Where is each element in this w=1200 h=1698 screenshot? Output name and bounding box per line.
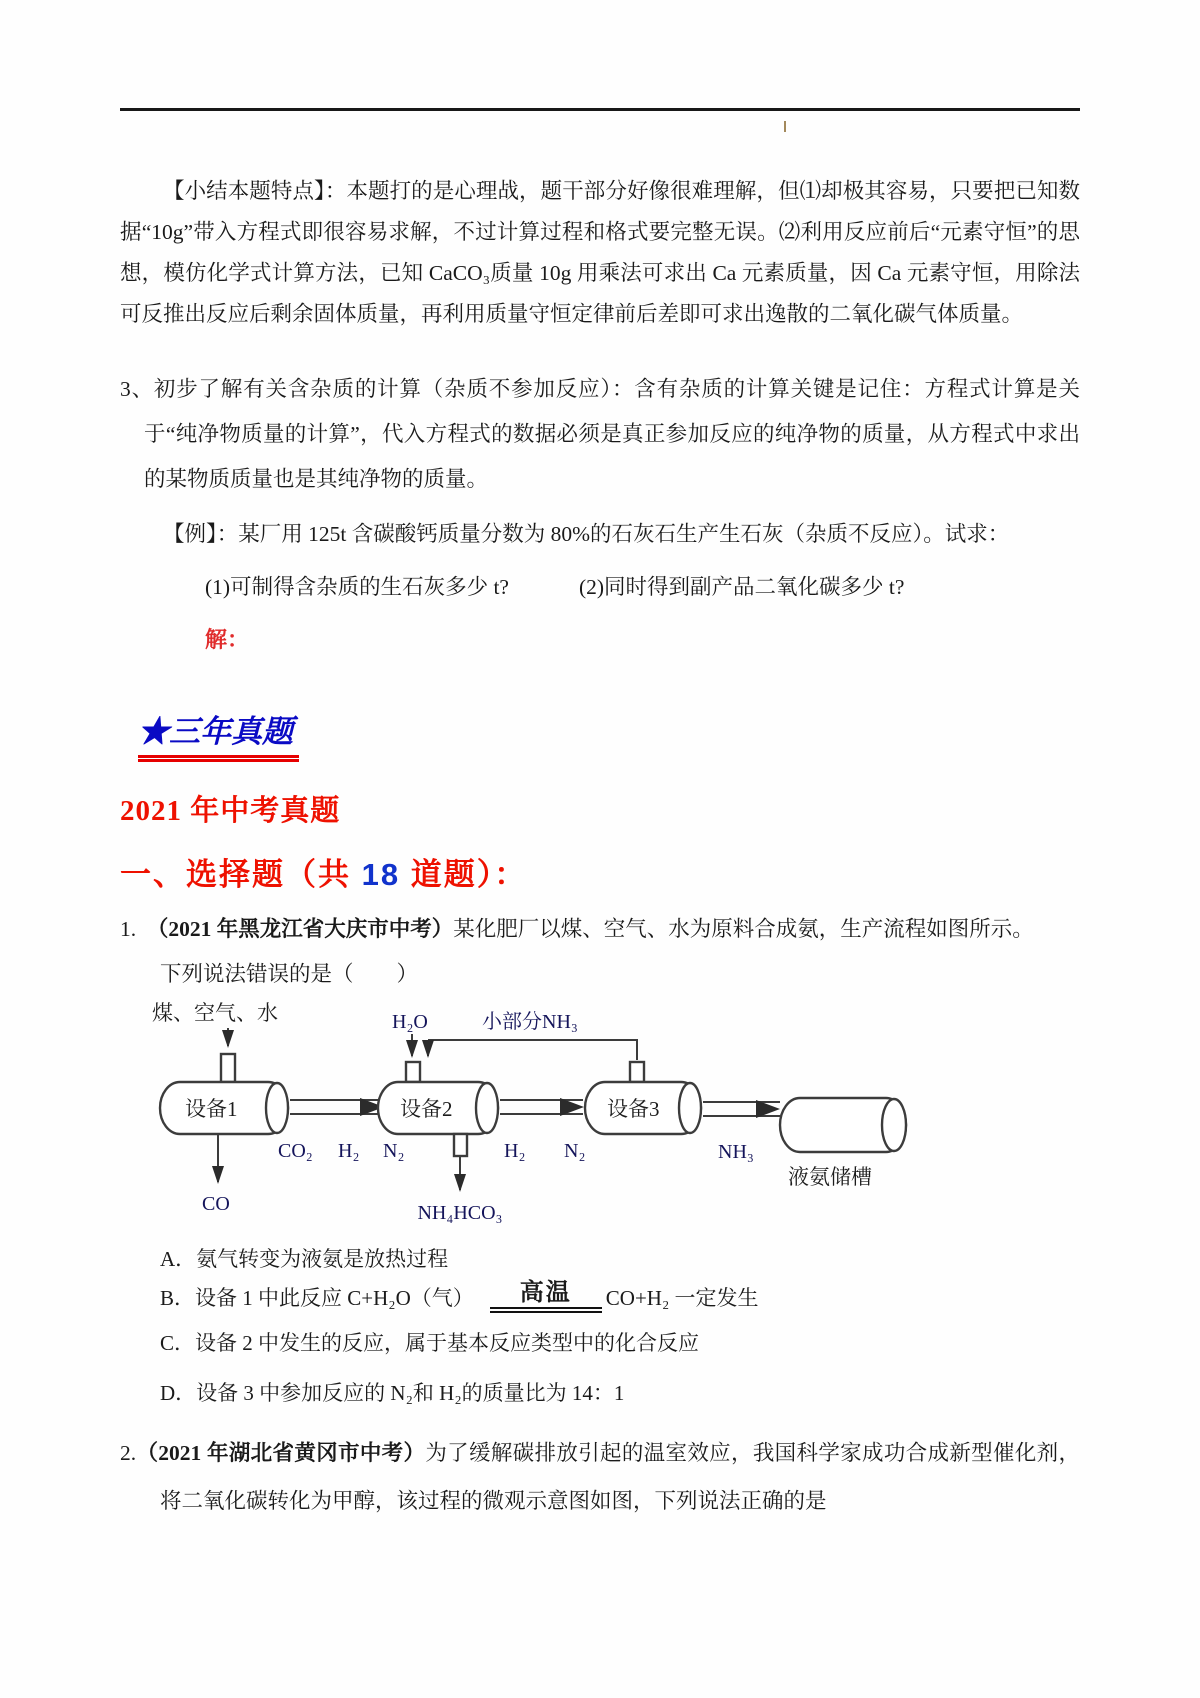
- reaction-condition-text: 高温: [519, 1280, 572, 1306]
- device1-vessel: [160, 1082, 288, 1134]
- pipe1-label-co2: CO₂: [278, 1140, 313, 1162]
- option-b: [160, 1281, 1080, 1313]
- option-b-post: CO+H₂ 一定发生: [605, 1286, 759, 1311]
- question1-stem: [120, 912, 1080, 943]
- diagram-input-label: 煤、空气、水: [152, 1001, 278, 1025]
- example-subquestion-1: (1)可制得含杂质的生石灰多少 t?: [205, 575, 509, 599]
- device3-vessel: [585, 1082, 701, 1134]
- tank-label: 液氨储槽: [788, 1165, 872, 1189]
- mc-question-count: 18: [361, 857, 401, 892]
- device2-outlet-nozzle: [454, 1134, 467, 1156]
- question2-source: （2021 年湖北省黄冈市中考）: [136, 1441, 426, 1466]
- device2-vessel: [378, 1082, 498, 1134]
- device1-inlet-nozzle: [221, 1054, 235, 1082]
- example-subquestion-2: (2)同时得到副产品二氧化碳多少 t?: [578, 575, 905, 599]
- pipe2-label-n2: N₂: [564, 1140, 586, 1162]
- nh4hco3-label: NH₄HCO₃: [417, 1202, 503, 1224]
- pipe1: [290, 1098, 384, 1116]
- solution-label: 解：: [205, 627, 250, 652]
- mc-header-suffix: 道题）：: [400, 857, 528, 892]
- example-subquestions: [120, 570, 1080, 601]
- star-header-row: [138, 706, 1080, 758]
- question1-options: [160, 1243, 1080, 1407]
- year-section-header: 2021 年中考真题: [120, 795, 341, 827]
- example-paragraph: 【例】：某厂用 125t 含碳酸钙质量分数为 80%的石灰石生产生石灰（杂质不反应）。试求：: [163, 522, 1010, 546]
- summary-paragraph: 【小结本题特点】：本题打的是心理战，题干部分好像很难理解，但⑴却极其容易，只要把已知数据“10g”带入方程式即很容易求解，不过计算过程和格式要完整无误。⑵利用反应前后“元素守恒”的思想，模仿化学式计算方法，已知 CaCO₃质量 10g 用乘法可求出 Ca 元素质量，因 Ca 元素守恒，用除法可反推出反应后剩余固体质量，再利用质量守恒定律前后差即可求出逸散的二氧化碳气体质量。: [120, 179, 1081, 326]
- process-flow-diagram: [140, 994, 940, 1229]
- option-a: A．氨气转变为液氨是放热过程: [160, 1247, 449, 1271]
- multiple-choice-header: [120, 849, 1080, 894]
- device2-inlet-nozzle: [406, 1062, 420, 1082]
- option-c: C．设备 2 中发生的反应，属于基本反应类型中的化合反应: [160, 1331, 700, 1356]
- question2-text: 为了缓解碳排放引起的温室效应，我国科学家成功合成新型催化剂，将二氧化碳转化为甲醇，该过程的微观示意图如图，下列说法正确的是: [160, 1441, 1080, 1514]
- option-d: D．设备 3 中参加反应的 N₂和 H₂的质量比为 14：1: [160, 1381, 625, 1406]
- header-rule: [120, 108, 1080, 111]
- pipe2: [500, 1098, 584, 1116]
- co-label: CO: [202, 1193, 230, 1215]
- question2-stem: [120, 1429, 1080, 1525]
- reaction-condition: [490, 1281, 602, 1313]
- pipe1-label-h2: H₂: [338, 1140, 360, 1162]
- pipe1-label-n2: N₂: [383, 1140, 405, 1162]
- page-content: [120, 0, 1080, 1525]
- device3-label: 设备3: [607, 1097, 660, 1121]
- reaction-equals-line: [490, 1307, 602, 1313]
- h2o-label: H₂O: [392, 1011, 428, 1033]
- option-b-pre: B．设备 1 中此反应 C+H₂O（气）: [160, 1286, 474, 1311]
- point3-paragraph: 3、初步了解有关含杂质的计算（杂质不参加反应）：含有杂质的计算关键是记住：方程式计算是关于“纯净物质量的计算”，代入方程式的数据必须是真正参加反应的纯净物的质量，从方程式中求出的某物质质量也是其纯净物的质量。: [120, 377, 1080, 491]
- recycle-pipe: [428, 1040, 637, 1060]
- question1-source: （2021 年黑龙江省大庆市中考）: [157, 917, 454, 941]
- nh3-label: NH₃: [718, 1141, 754, 1163]
- device2-label: 设备2: [400, 1097, 453, 1121]
- question1-text: 某化肥厂以煤、空气、水为原料合成氨，生产流程如图所示。: [453, 917, 1034, 941]
- question2-number: 2.: [120, 1441, 137, 1466]
- ammonia-storage-tank: [780, 1098, 906, 1152]
- question1-prompt: 下列说法错误的是（ ）: [160, 962, 419, 986]
- recycle-label: 小部分NH₃: [482, 1011, 578, 1033]
- star-section-header: ★三年真题: [138, 706, 299, 758]
- pipe2-label-h2: H₂: [504, 1140, 526, 1162]
- device1-label: 设备1: [185, 1097, 238, 1121]
- device3-inlet-nozzle: [630, 1062, 644, 1082]
- pipe3: [703, 1100, 780, 1118]
- mc-header-prefix: 一、选择题（共: [120, 857, 362, 892]
- question1-number: 1.: [120, 917, 137, 941]
